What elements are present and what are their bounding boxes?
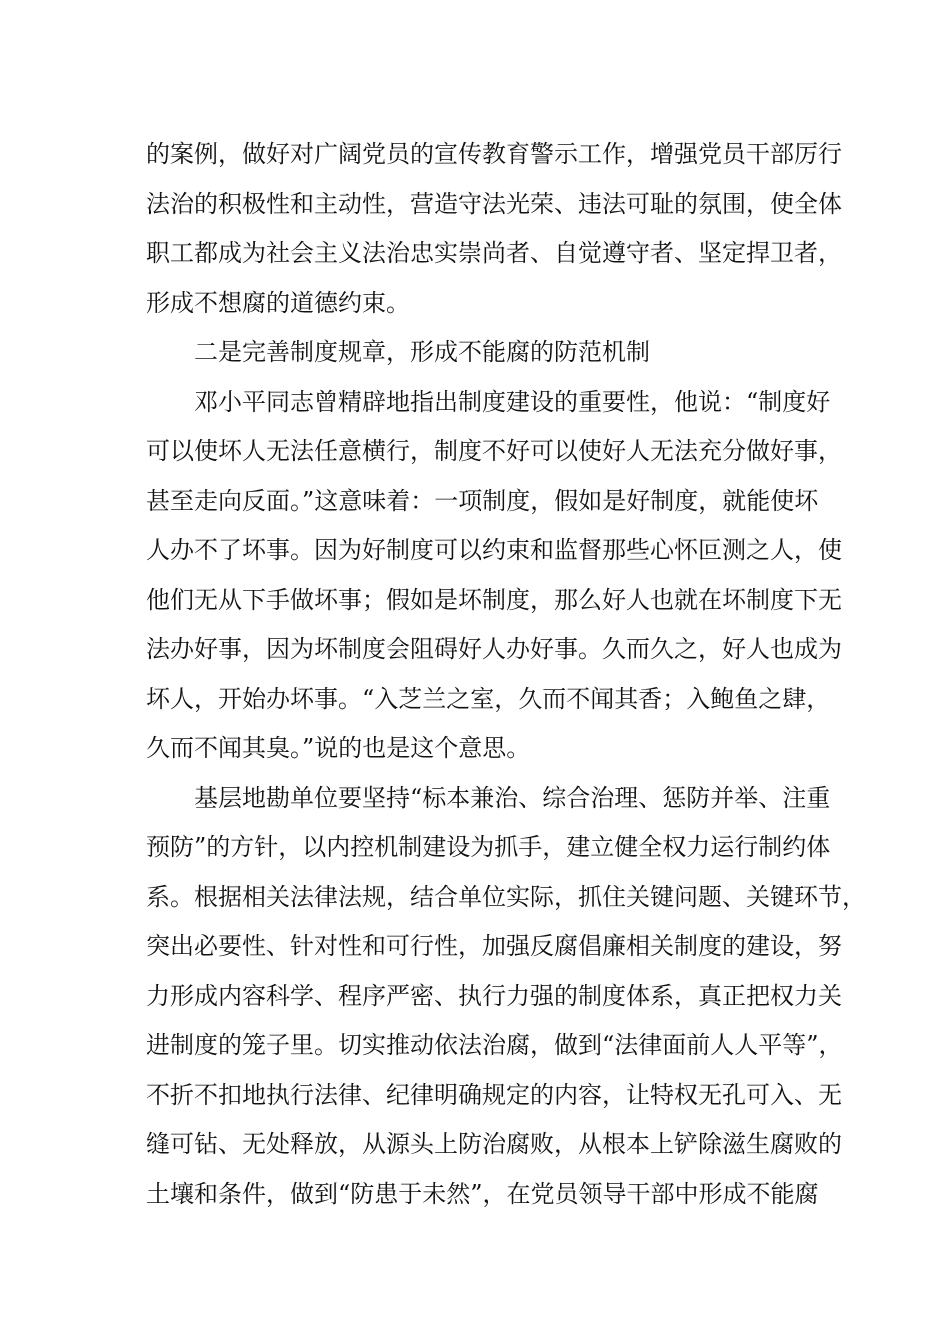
body-line: 邓小平同志曾精辟地指出制度建设的重要性，他说：“制度好: [194, 387, 831, 416]
body-line: 法治的积极性和主动性，营造守法光荣、违法可耻的氛围，使全体: [146, 189, 842, 218]
body-line: 人办不了坏事。因为好制度可以约束和监督那些心怀叵测之人，使: [146, 536, 842, 564]
section-heading: 二是完善制度规章，形成不能腐的防范机制: [194, 338, 650, 366]
body-line: 的案例，做好对广阔党员的宣传教育警示工作，增强党员干部厉行: [146, 140, 842, 168]
body-line: 形成不想腐的道德约束。: [146, 288, 410, 317]
body-line: 法办好事，因为坏制度会阻碍好人办好事。久而久之，好人也成为: [146, 635, 842, 663]
body-line: 可以使坏人无法任意横行，制度不好可以使好人无法充分做好事，: [146, 437, 842, 465]
body-line: 预防”的方针，以内控机制建设为抓手，建立健全权力运行制约体: [146, 833, 831, 861]
body-line: 力形成内容科学、程序严密、执行力强的制度体系，真正把权力关: [146, 981, 842, 1010]
body-line: 甚至走向反面。”这意味着：一项制度，假如是好制度，就能使坏: [146, 486, 819, 515]
body-line: 缝可钻、无处释放，从源头上防治腐败，从根本上铲除滋生腐败的: [146, 1130, 842, 1158]
body-line: 职工都成为社会主义法治忠实崇尚者、自觉遵守者、坚定捍卫者，: [146, 239, 842, 267]
document-body: [146, 130, 866, 1219]
body-line: 不折不扣地执行法律、纪律明确规定的内容，让特权无孔可入、无: [146, 1080, 842, 1109]
body-line: 土壤和条件，做到“防患于未然”，在党员领导干部中形成不能腐: [146, 1179, 819, 1208]
body-line: 系。根据相关法律法规，结合单位实际，抓住关键问题、关键环节，: [146, 882, 866, 911]
body-line: 进制度的笼子里。切实推动依法治腐，做到“法律面前人人平等”，: [146, 1031, 843, 1059]
body-line: 突出必要性、针对性和可行性，加强反腐倡廉相关制度的建设，努: [146, 932, 842, 960]
body-line: 坏人，开始办坏事。“入芝兰之室，久而不闻其香；入鲍鱼之肆，: [146, 684, 831, 713]
body-line: 久而不闻其臭。”说的也是这个意思。: [146, 734, 531, 762]
body-line: 他们无从下手做坏事；假如是坏制度，那么好人也就在坏制度下无: [146, 585, 842, 614]
body-line: 基层地勘单位要坚持“标本兼治、综合治理、惩防并举、注重: [194, 783, 831, 812]
